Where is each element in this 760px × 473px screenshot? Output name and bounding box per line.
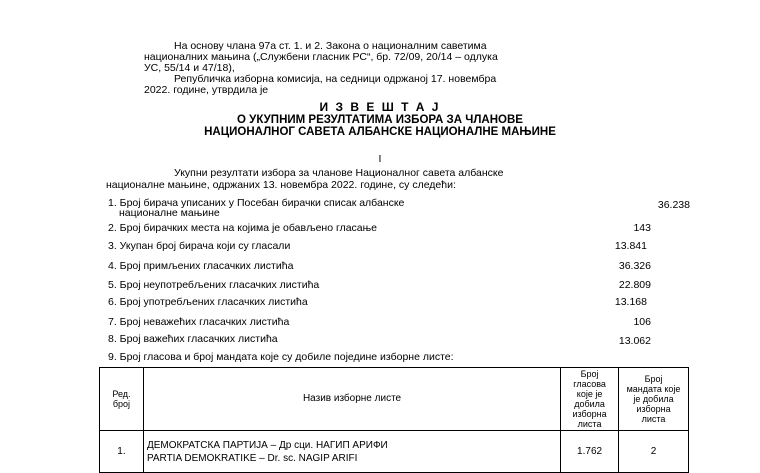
result-value: 106 xyxy=(633,316,651,328)
document-subtitle-line-1: О УКУПНИМ РЕЗУЛТАТИМА ИЗБОРА ЗА ЧЛАНОВЕ xyxy=(237,114,523,126)
document-title: И З В Е Ш Т А Ј xyxy=(319,100,441,114)
row-list-name-cyrillic: ДЕМОКРАТСКА ПАРТИЈА – Др сци. НАГИП АРИФИ xyxy=(146,439,388,451)
header-number-line: Ред. xyxy=(112,389,131,399)
row-list-name xyxy=(143,431,560,473)
preamble-line-3: УС, 55/14 и 47/18), xyxy=(144,62,235,74)
table-row xyxy=(100,431,689,473)
header-votes-line: гласова xyxy=(573,379,606,389)
result-label: 6. Број употребљених гласачких листића xyxy=(108,296,308,308)
header-mandates-line: мандата које xyxy=(626,384,681,394)
document-subtitle-line-2: НАЦИОНАЛНОГ САВЕТА АЛБАНСКЕ НАЦИОНАЛНЕ МАЊИНЕ xyxy=(204,126,556,138)
result-value: 36.238 xyxy=(657,199,690,211)
header-mandates-line: листа xyxy=(641,414,666,424)
section-number: I xyxy=(378,153,382,165)
result-label: 4. Број примљених гласачких листића xyxy=(108,260,294,272)
result-label: 1. Број бирача уписаних у Посебан бирачки списак албанске xyxy=(108,197,405,209)
result-value: 13.841 xyxy=(614,240,647,252)
result-label: 3. Укупан број бирача који су гласали xyxy=(108,240,291,252)
table-header-row xyxy=(100,368,689,431)
row-number: 1. xyxy=(100,431,144,473)
header-votes-line: које је xyxy=(576,389,603,399)
electoral-lists-table xyxy=(99,367,689,473)
result-value: 13.168 xyxy=(614,296,647,308)
header-mandates-line: Број xyxy=(644,374,663,384)
header-list-name: Назив изборне листе xyxy=(143,368,560,431)
row-mandates: 2 xyxy=(619,431,689,473)
preamble-line-2: националних мањина („Службени гласник РС“, бр. 72/09, 20/14 – одлука xyxy=(144,51,498,63)
result-value: 143 xyxy=(633,222,651,234)
result-label: 7. Број неважећих гласачких листића xyxy=(108,316,290,328)
result-value: 13.062 xyxy=(618,335,651,347)
preamble-line-5: 2022. године, утврдила је xyxy=(144,84,269,96)
header-votes-line: добила xyxy=(574,399,605,409)
intro-line-1: Укупни резултати избора за чланове Националног савета албанске xyxy=(174,167,504,179)
result-label: 8. Број важећих гласачких листића xyxy=(108,333,278,345)
result-label: 5. Број неупотребљених гласачких листића xyxy=(108,279,320,291)
header-votes-line: листа xyxy=(577,419,602,429)
header-mandates xyxy=(619,368,689,431)
header-votes xyxy=(561,368,619,431)
header-mandates-line: је добила xyxy=(633,394,674,404)
preamble-line-1: На основу члана 97а ст. 1. и 2. Закона о националним саветима xyxy=(174,40,487,52)
header-number xyxy=(100,368,144,431)
result-label-continued: националне мањине xyxy=(119,207,220,219)
header-votes-line: изборна xyxy=(572,409,607,419)
result-value: 36.326 xyxy=(618,260,651,272)
row-list-name-albanian: PARTIA DEMOKRATIKE – Dr. sc. NAGIP ARIFI xyxy=(146,452,358,464)
result-label: 2. Број бирачких места на којима је обављено гласање xyxy=(108,222,378,234)
header-number-line: број xyxy=(112,399,131,409)
header-mandates-line: изборна xyxy=(636,404,671,414)
intro-line-2: националне мањине, одржаних 13. новембра 2022. године, су следећи: xyxy=(106,179,456,191)
row-votes: 1.762 xyxy=(561,431,619,473)
result-value: 22.809 xyxy=(618,279,651,291)
preamble-line-4: Републичка изборна комисија, на седници одржаној 17. новембра xyxy=(174,73,497,85)
item-9-heading: 9. Број гласова и број мандата које су добиле поједине изборне листе: xyxy=(108,351,454,363)
header-votes-line: Број xyxy=(580,369,599,379)
